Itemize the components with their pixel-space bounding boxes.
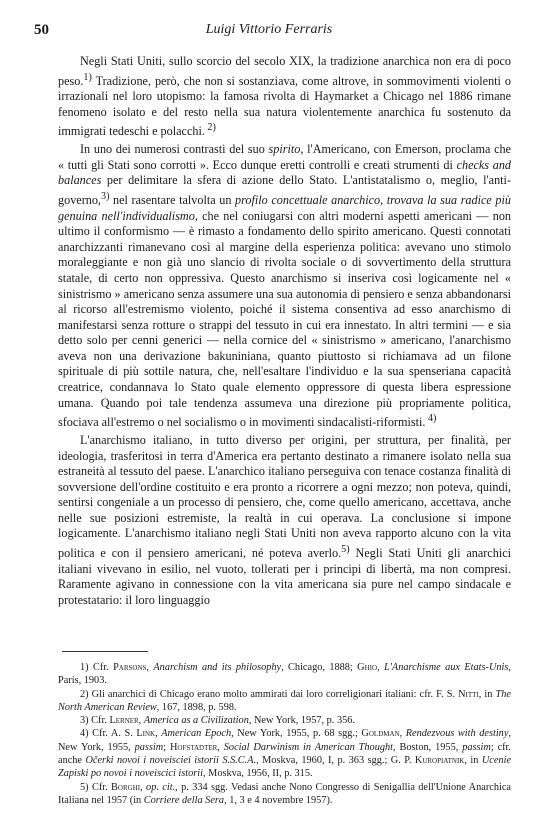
footnote-5: [58, 781, 511, 808]
footnote-mark: 4): [80, 728, 89, 740]
footnote-ref: 3): [100, 190, 110, 202]
text-run: Negli Stati Uniti, sullo scorcio del secolo XIX, la tradizione anarchica non era di poco peso.: [58, 54, 511, 88]
author-name: Hofstadter: [169, 741, 218, 753]
page-header: [34, 22, 504, 42]
footnote-1: [58, 661, 511, 688]
footnote-ref: 1): [83, 71, 92, 83]
text-run: In uno dei numerosi contrasti del suo: [80, 142, 269, 157]
text-run: , 167, 1898, p. 598.: [156, 701, 237, 713]
text-run: ,: [217, 741, 224, 753]
author-name: Lerner: [109, 715, 139, 727]
text-run: L'anarchismo italiano, in tutto diverso per origini, per struttura, per finalità, per ideologia, trasferitosi in terra d'America era pertanto destinato a rimanere isolato nella sua estraneità al tessuto del paese. L'anarchico italiano perseguiva con tenace costanza finalità di sovversione dell'ordine costituito e era pronto a ricorrere a ogni mezzo; non poteva, quindi, sentirsi congeniale a un processo di pensiero, che, come quello americano, accettava, anche nelle sue posizioni estremiste, la realtà in cui operava. La conclusione si impone logicamente. L'anarchismo italiano negli Stati Uniti non aveva rapporto alcuno con la vita politica e con il pensiero americani, né poteva averlo.: [58, 432, 511, 561]
footnote-mark: 2): [80, 688, 89, 700]
text-run: nel rasentare talvolta un: [109, 192, 236, 207]
work-title: Očerki novoi i noveisciei istorii S.S.C.A.: [85, 755, 257, 767]
footnote-mark: 5): [80, 781, 89, 793]
work-title: Rendezvous with destiny: [405, 728, 509, 740]
text-run: , Boston, 1955,: [393, 741, 463, 753]
text-run: Cfr. A. S.: [88, 728, 137, 740]
text-run: , New York, 1957, p. 356.: [248, 715, 355, 727]
emphasis: op. cit.: [146, 781, 176, 793]
text-run: Tradizione, però, che non si sostanziava, come altrove, in sommovimenti violenti o irrazionali nel loro utopismo: la famosa rivolta di Haymarket a Chicago nel 1886 rimane fenomeno isolato e del resto nella sua natura violentemente anarchica fu sostenuto da immigrati tedeschi e polacchi.: [58, 73, 511, 139]
text-run: , 1, 3 e 4 novembre 1957).: [224, 794, 333, 806]
text-run: ,: [138, 715, 144, 727]
text-run: , l'Americano, con Emerson, proclama che « tutti gli Stati sono corrotti ». Ecco dunque eretti controlli e creati strumenti di: [58, 142, 511, 172]
footnote-ref: 5): [341, 544, 350, 556]
footnote-4: [58, 727, 511, 780]
page-number: 50: [34, 22, 49, 38]
text-run: , in: [478, 688, 496, 700]
text-run: , che nel coniugarsi con altri moderni aspetti americani — non ultimo il conformismo — è rimasto a fondamento dello spirito americano. Questi connotati anarchizzanti rimanevano così al margine della esperienza politica: avevano uno stimolo moraleggiante e non già uno slancio di rivolta sociale o di sovvertimento della struttura statale, di certo non oppressiva. Questo anarchismo si inseriva così logicamente nel « sinistrismo » americano senza assumere una sua autonomia di pensiero e senza abbandonarsi al ricorso all'estremismo violento, poiché il sistema consentiva ad esso anarchismo di manifestarsi senza rotture o strappi del tessuto in cui era innestato. In altri termini — e sia detto solo per cenni generici — nella cornice del « sinistrismo » americano, l'anarchismo aveva non una derivazione bakuniniana, quanto piuttosto si richiamava ad un filone spirituale di più sottile natura, che, nell'esaltare l'individuo e la sua spenseriana capacità creatrice, condannava lo Stato quale elemento oppressore di questa libera espressione umana. Quando poi tale tendenza assumeva una direzione più propriamente politica, sfociava all'estremo o nel socialismo o in movimenti sindacalisti-riformisti.: [58, 208, 512, 430]
text-run: Cfr.: [88, 662, 114, 673]
text-run: Gli anarchici di Chicago erano molto ammirati dai loro correligionari italiani: cfr. F. S.: [88, 688, 459, 700]
text-run: , p. 334 sgg. Vedasi anche Nono Congresso di Senigallia dell'Unione Anarchica Italiana nel 1957 (in: [58, 781, 511, 806]
text-run: , Moskva, 1960, I, p. 363 sgg.; G. P.: [256, 755, 415, 767]
text-run: ,: [146, 662, 154, 673]
text-run: , in: [464, 755, 482, 767]
emphasis: profilo concettuale anarchico, trovava la sua radice più genuina nell'individualismo: [58, 192, 511, 223]
text-run: ; cfr. anche: [58, 741, 511, 767]
footnote-ref: 4): [425, 413, 437, 425]
body-text: [58, 54, 511, 609]
author-name: Kuropiatnik: [414, 755, 465, 767]
text-run: Negli Stati Uniti gli anarchici italiani vivevano in esilio, nel vuoto, tollerati per i principi di libertà, ma non compresi. Raramente agivano in connessione con la vita americana sia pure nel campo sindacale e protestatario: il loro linguaggio: [58, 546, 511, 607]
paragraph-3: [58, 433, 511, 609]
work-title: The North American Review: [58, 688, 511, 713]
footnote-divider: [62, 651, 148, 652]
footnote-mark: 1): [80, 662, 89, 673]
text-run: , Chicago, 1888;: [281, 662, 358, 673]
emphasis: passim: [134, 741, 164, 753]
text-run: ,: [155, 728, 162, 740]
footnote-3: [58, 714, 511, 727]
work-title: Anarchism and its philosophy: [153, 662, 282, 673]
text-run: ;: [163, 741, 170, 753]
running-head: Luigi Vittorio Ferraris: [205, 22, 333, 37]
work-title: America as a Civilization: [143, 715, 249, 727]
author-name: Ghio: [357, 662, 378, 673]
footnotes: [58, 661, 511, 807]
paragraph-1: [58, 54, 511, 140]
author-name: Goldman: [361, 728, 400, 740]
author-name: Link: [136, 728, 156, 740]
work-title: L'Anarchisme aux Etats-Unis: [384, 662, 509, 673]
work-title: American Epoch: [161, 728, 232, 740]
work-title: Social Darwinism in American Thought: [223, 741, 394, 753]
emphasis: passim: [462, 741, 491, 753]
author-name: Nitti: [458, 688, 479, 700]
author-name: Borghi: [111, 781, 141, 793]
paragraph-2: [58, 142, 511, 431]
footnote-2: [58, 688, 511, 715]
text-run: , New York, 1955, p. 68 sgg.;: [231, 728, 362, 740]
footnote-ref: 2): [204, 122, 216, 134]
text-run: ,: [140, 781, 147, 793]
text-run: , Moskva, 1956, II, p. 315.: [203, 768, 313, 780]
text-run: Cfr.: [88, 781, 112, 793]
text-run: , New York, 1955,: [58, 728, 511, 753]
text-run: ,: [399, 728, 406, 740]
text-run: , Paris, 1903.: [58, 662, 511, 687]
text-run: ,: [377, 662, 384, 673]
emphasis: checks and balances: [58, 157, 512, 188]
text-run: per delimitare la sfera di azione dello Stato. L'antistatalismo o, meglio, l'anti-governo,: [58, 173, 511, 207]
work-title: Ucenie Zapiski po novoi i noveiscici istorii: [58, 755, 512, 780]
text-run: Cfr.: [88, 715, 110, 727]
work-title: Corriere della Sera: [143, 794, 225, 806]
author-name: Parsons: [113, 662, 147, 673]
emphasis: spirito: [268, 142, 301, 157]
footnote-mark: 3): [80, 715, 89, 727]
